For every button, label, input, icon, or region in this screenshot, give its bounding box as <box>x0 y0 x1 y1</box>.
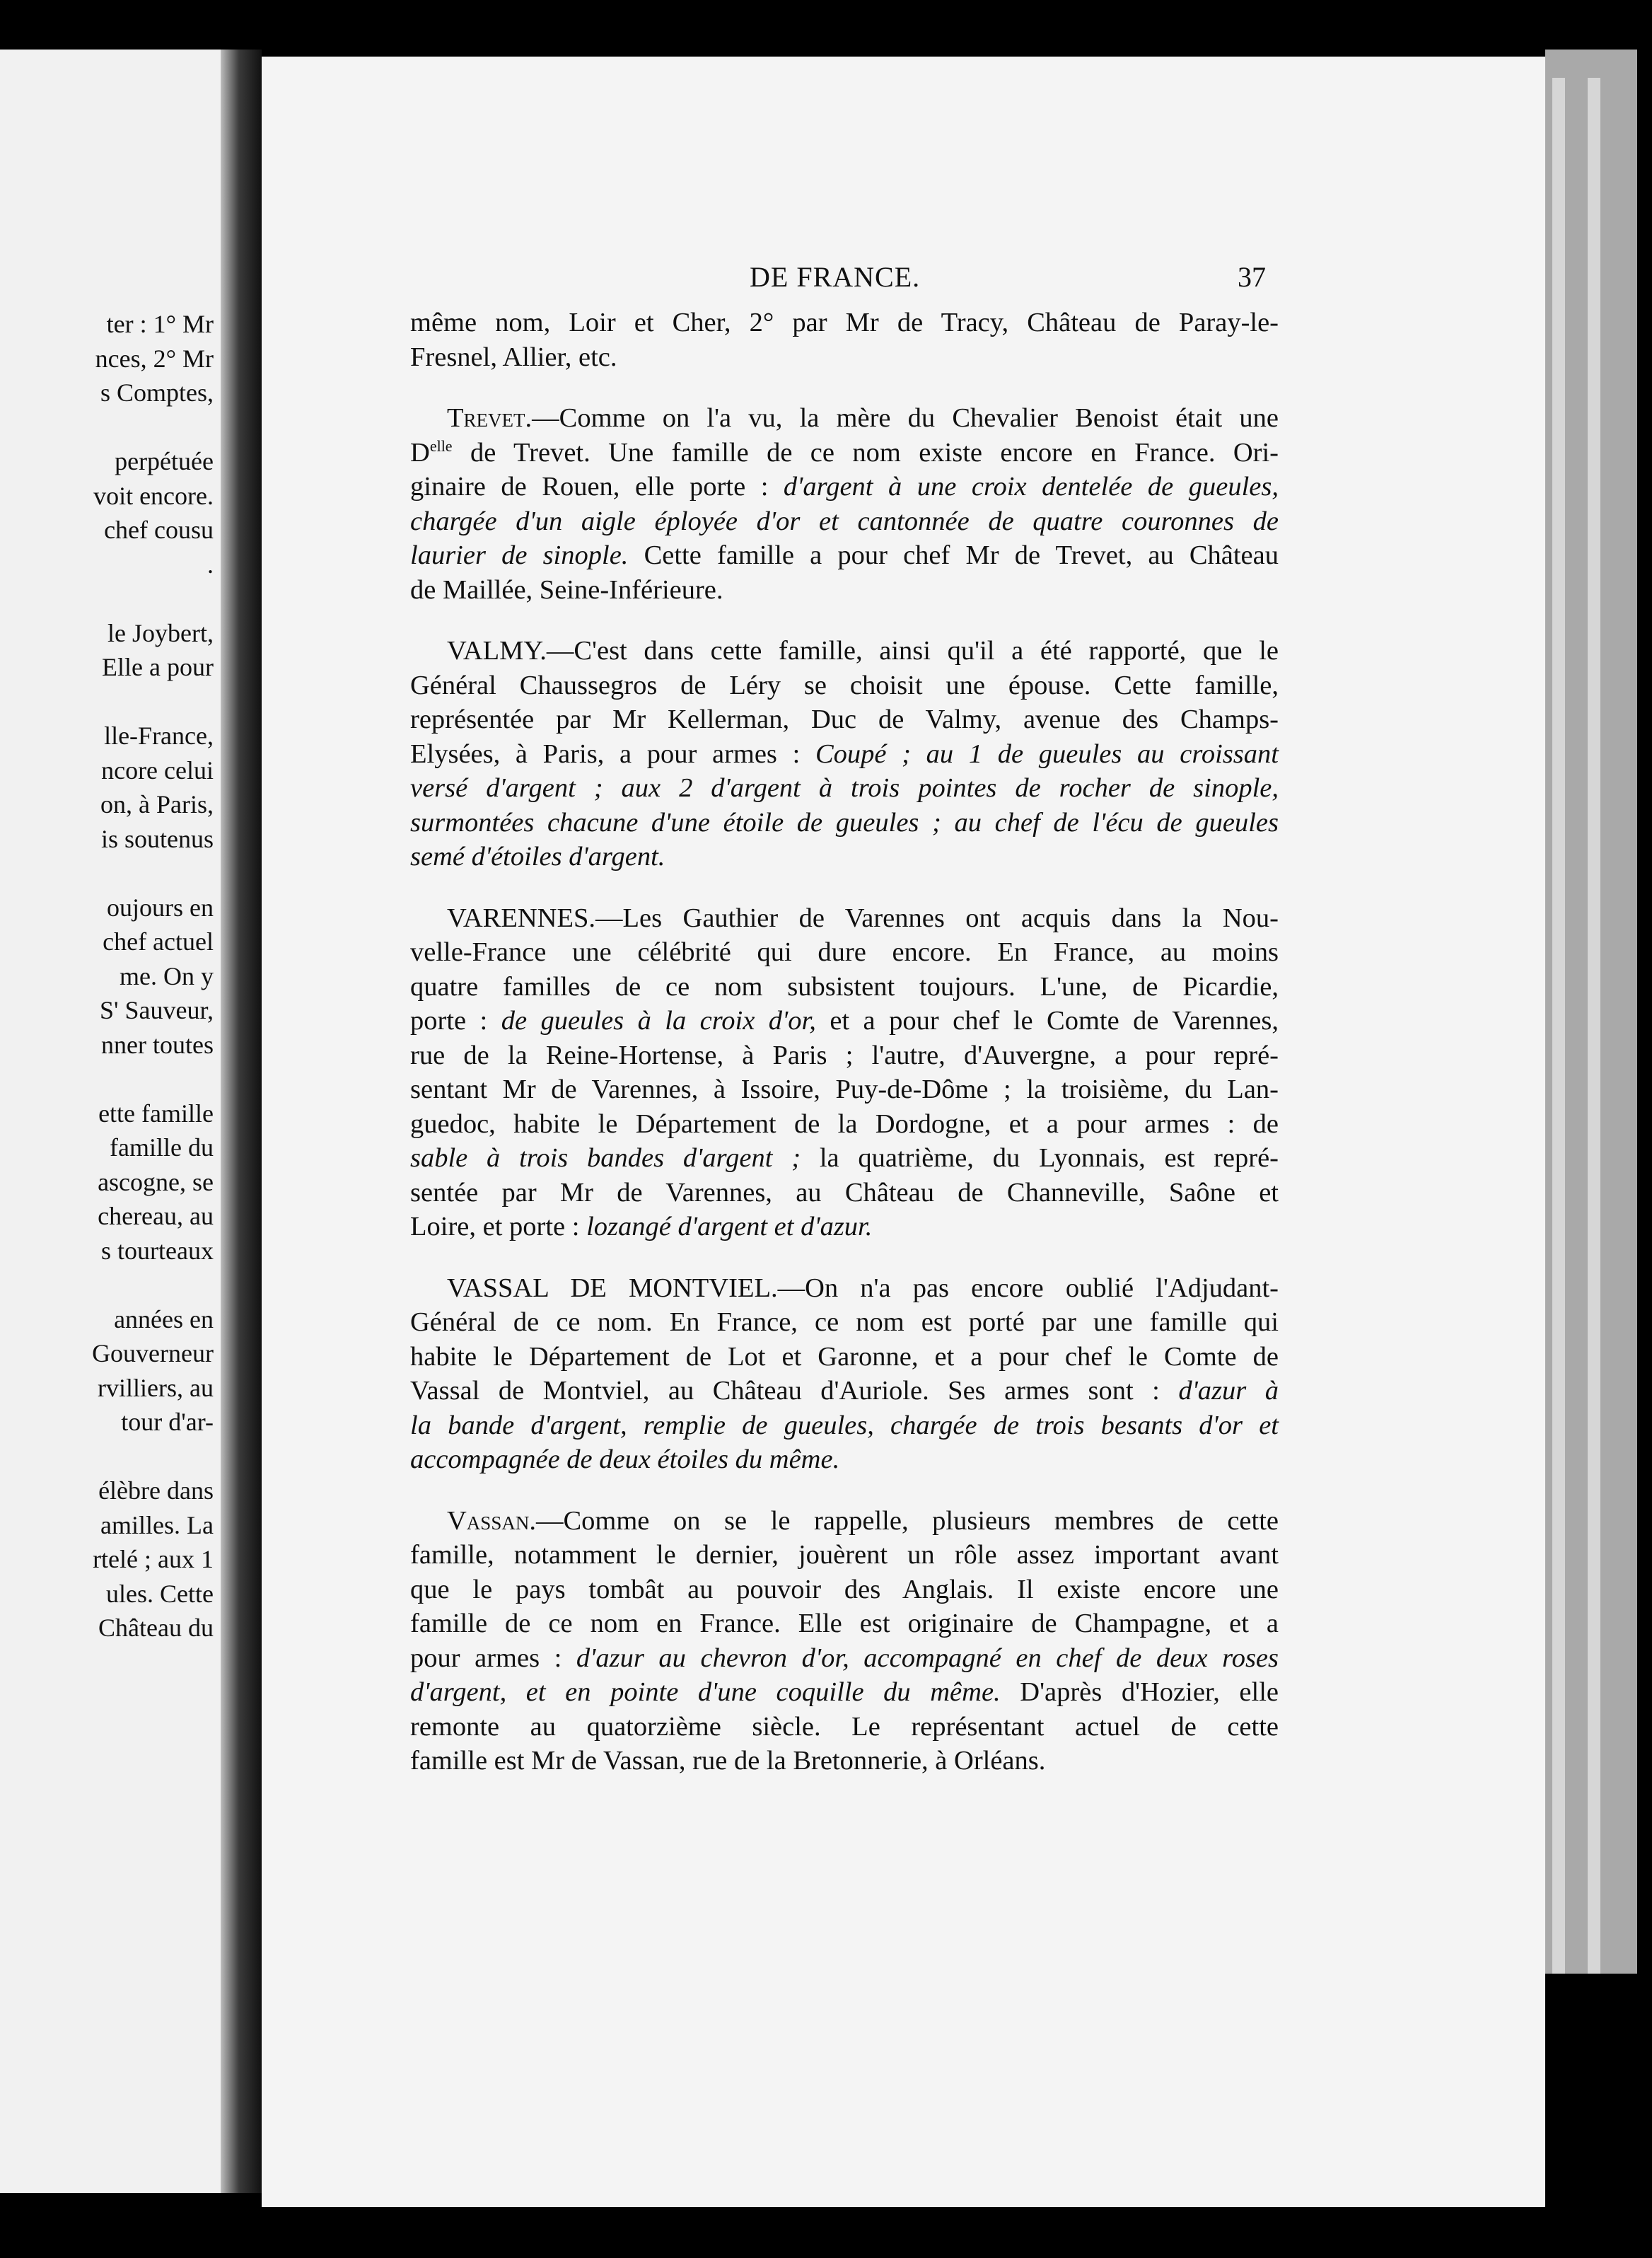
text-run: Cette famille a pour chef Mr de Trevet, au Château <box>628 540 1279 570</box>
running-header <box>262 260 1545 291</box>
text-line: famille de ce nom en France. Elle est originaire de Champagne, et a <box>410 1609 1279 1638</box>
book-page <box>262 57 1545 2207</box>
facing-page-line: on, à Paris, <box>100 790 214 818</box>
facing-page-line: chereau, au <box>98 1202 214 1230</box>
text-line: famille est Mr de Vassan, rue de la Bretonnerie, à Orléans. <box>410 1746 1046 1776</box>
facing-page-line: famille du <box>110 1133 214 1162</box>
text-run: —Comme on l'a vu, la mère du Chevalier Benoist était une <box>532 403 1279 433</box>
text-line: Fresnel, Allier, etc. <box>410 342 617 372</box>
facing-page-line: ules. Cette <box>106 1579 214 1608</box>
text-line: guedoc, habite le Département de la Dordogne, et a pour armes : de <box>410 1108 1279 1139</box>
facing-page-line: années en <box>114 1304 214 1333</box>
text-line: remonte au quatorzième siècle. Le représentant actuel de cette <box>410 1711 1279 1742</box>
text-run: de Trevet. Une famille de ce nom existe encore en France. Ori- <box>452 437 1279 468</box>
text-line <box>410 1641 1279 1676</box>
italic-run: chargée d'un aigle éployée d'or et cantonnée de quatre couronnes de <box>410 506 1279 536</box>
text-run: porte : <box>410 1006 501 1036</box>
text-line: Général Chaussegros de Léry se choisit une épouse. Cette famille, <box>410 670 1279 700</box>
italic-run: d'azur au chevron d'or, accompagné en chef de deux roses <box>576 1643 1279 1673</box>
facing-page-line: S' Sauveur, <box>99 996 214 1024</box>
italic-run: d'argent à une croix dentelée de gueules, <box>783 472 1279 502</box>
italic-run: semé d'étoiles d'argent. <box>410 842 665 872</box>
text-line: sentant Mr de Varennes, à Issoire, Puy-de-Dôme ; la troisième, du Lan- <box>410 1075 1279 1104</box>
italic-run: la bande d'argent, remplie de gueules, chargée de trois besants d'or et <box>410 1410 1279 1440</box>
text-line: que le pays tombât au pouvoir des Anglais. Il existe encore une <box>410 1574 1279 1604</box>
italic-run: versé d'argent ; aux 2 d'argent à trois pointes de rocher de sinople, <box>410 773 1279 803</box>
text-line: Général de ce nom. En France, ce nom est porté par une famille qui <box>410 1307 1279 1337</box>
text-run: Vassal de Montviel, au Château d'Auriole. Ses armes sont : <box>410 1376 1179 1406</box>
facing-page-line: . <box>207 550 214 579</box>
text-line: VASSAL DE MONTVIEL.—On n'a pas encore oublié l'Adjudant- <box>447 1273 1279 1303</box>
facing-page-line: ette famille <box>98 1099 214 1128</box>
facing-page-line: ter : 1° Mr <box>106 310 214 338</box>
text-line <box>410 840 1279 874</box>
page-stack-edge <box>1545 50 1637 1974</box>
facing-page-line: perpétuée <box>115 447 214 475</box>
text-line <box>410 771 1279 806</box>
book-gutter <box>221 50 262 2193</box>
entry-varennes <box>410 901 1279 1244</box>
italic-run: d'argent, et en pointe d'une coquille du même. <box>410 1677 1001 1707</box>
text-line <box>410 470 1279 504</box>
facing-page-line: oujours en <box>107 893 214 922</box>
facing-page-line: lle-France, <box>104 722 214 750</box>
facing-page-line: nces, 2° Mr <box>95 344 214 373</box>
page-number: 37 <box>1238 261 1266 293</box>
text-run: D'après d'Hozier, elle <box>1000 1677 1279 1707</box>
facing-page-line: Elle a pour <box>102 653 214 681</box>
text-line: de Maillée, Seine-Inférieure. <box>410 574 723 605</box>
facing-page-line: chef actuel <box>103 927 214 956</box>
text-line <box>410 504 1279 539</box>
facing-page-line: rvilliers, au <box>98 1373 214 1402</box>
text-run: la quatrième, du Lyonnais, est repré- <box>801 1143 1279 1173</box>
text-line: famille, notamment le dernier, jouèrent un rôle assez important avant <box>410 1540 1279 1570</box>
facing-page-line: rtelé ; aux 1 <box>93 1545 214 1573</box>
facing-page-line: s tourteaux <box>101 1236 214 1265</box>
text-line <box>410 1374 1279 1408</box>
italic-run: de gueules à la croix d'or, <box>501 1006 816 1036</box>
text-line: représentée par Mr Kellerman, Duc de Valmy, avenue des Champs- <box>410 705 1279 734</box>
italic-run: laurier de sinople. <box>410 540 629 570</box>
italic-run: Coupé ; au 1 de gueules au croissant <box>815 739 1279 769</box>
text-run: —Comme on se le rappelle, plusieurs membres de cette <box>535 1505 1279 1536</box>
facing-page-line: chef cousu <box>104 516 214 544</box>
facing-page-line: Château du <box>98 1614 214 1642</box>
entry-vassan <box>410 1504 1279 1778</box>
facing-page-line: nner toutes <box>101 1030 214 1059</box>
running-title: DE FRANCE. <box>750 261 921 293</box>
text-line: sentée par Mr de Varennes, au Château de Channeville, Saône et <box>410 1177 1279 1208</box>
entry-trevet <box>410 401 1279 607</box>
text-run: D <box>410 437 430 468</box>
facing-page-line: ncore celui <box>101 755 214 784</box>
italic-run: d'azur à <box>1178 1376 1279 1406</box>
entry-heading: Trevet. <box>447 403 533 433</box>
facing-page-line: Gouverneur <box>92 1339 214 1367</box>
text-line <box>410 1408 1279 1443</box>
facing-page-line: élèbre dans <box>98 1476 214 1505</box>
text-line <box>410 1210 1279 1244</box>
text-line <box>410 806 1279 840</box>
facing-page-line: s Comptes, <box>100 378 214 407</box>
text-line: quatre familles de ce nom subsistent toujours. L'une, de Picardie, <box>410 971 1279 1002</box>
italic-run: sable à trois bandes d'argent ; <box>410 1143 801 1173</box>
text-line: VARENNES.—Les Gauthier de Varennes ont acquis dans la Nou- <box>447 903 1279 933</box>
text-line <box>410 401 1279 436</box>
text-run: Elysées, à Paris, a pour armes : <box>410 739 815 769</box>
text-run: pour armes : <box>410 1643 576 1673</box>
facing-page-line: is soutenus <box>100 824 214 853</box>
paragraph-continuation <box>410 306 1279 374</box>
text-line: même nom, Loir et Cher, 2° par Mr de Tracy, Château de Paray-le- <box>410 308 1279 337</box>
entry-vassal-de-montviel <box>410 1271 1279 1477</box>
page-body <box>410 306 1279 1778</box>
text-line <box>410 737 1279 772</box>
facing-page-line: le Joybert, <box>107 618 214 647</box>
text-line <box>410 538 1279 573</box>
facing-page-line: voit encore. <box>93 481 214 510</box>
facing-page-fragment <box>0 50 248 2193</box>
italic-run: lozangé d'argent et d'azur. <box>586 1212 873 1241</box>
text-line: velle-France une célébrité qui dure encore. En France, au moins <box>410 937 1279 967</box>
text-line: rue de la Reine-Hortense, à Paris ; l'autre, d'Auvergne, a pour repré- <box>410 1040 1279 1070</box>
italic-run: surmontées chacune d'une étoile de gueules ; au chef de l'écu de gueules <box>410 807 1279 838</box>
text-line: habite le Département de Lot et Garonne, et a pour chef le Comte de <box>410 1341 1279 1372</box>
entry-heading: Vassan. <box>447 1505 536 1536</box>
text-line <box>410 1442 1279 1477</box>
text-line <box>410 1141 1279 1176</box>
facing-page-line: amilles. La <box>100 1510 214 1539</box>
superscript: elle <box>429 436 453 455</box>
text-line <box>410 1004 1279 1038</box>
italic-run: accompagnée de deux étoiles du même. <box>410 1444 840 1474</box>
text-line: VALMY.—C'est dans cette famille, ainsi qu'il a été rapporté, que le <box>447 636 1279 666</box>
facing-page-line: me. On y <box>120 961 214 990</box>
text-line <box>410 1675 1279 1710</box>
entry-valmy <box>410 634 1279 874</box>
text-line <box>410 1504 1279 1539</box>
text-run: et a pour chef le Comte de Varennes, <box>815 1006 1279 1036</box>
facing-page-line: tour d'ar- <box>121 1408 214 1436</box>
text-line <box>410 436 1279 470</box>
text-run: ginaire de Rouen, elle porte : <box>410 472 784 502</box>
facing-page-line: ascogne, se <box>98 1167 214 1196</box>
text-run: Loire, et porte : <box>410 1212 587 1241</box>
